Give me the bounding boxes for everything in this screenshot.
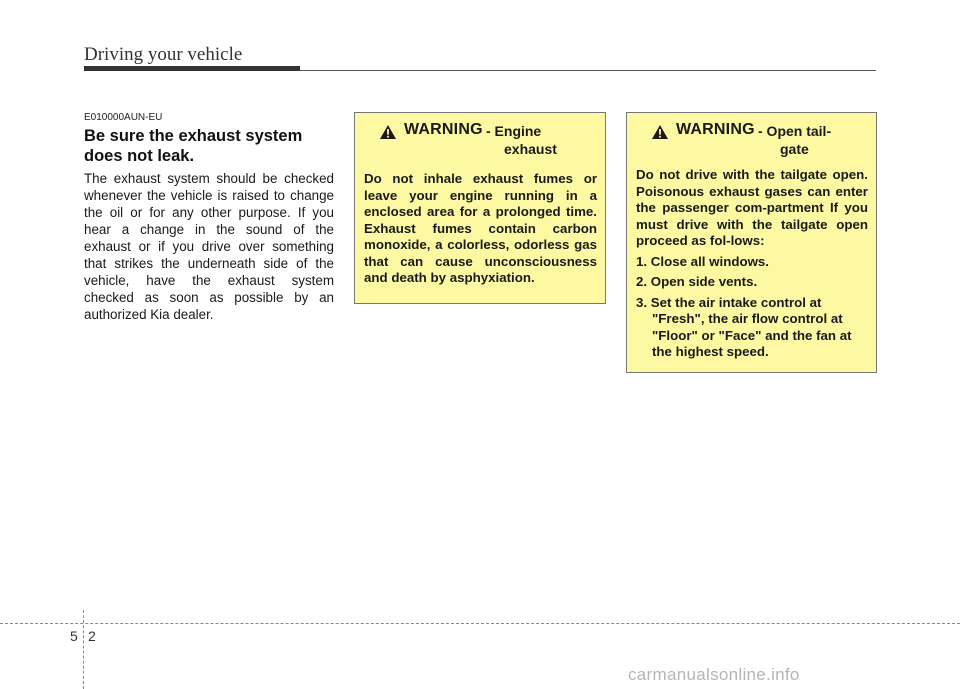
page-chapter-number: 5 [70,628,78,644]
header-title: Driving your vehicle [84,44,243,65]
footer-vertical-rule [83,610,84,689]
warning-topic-line1: - Open tail- [758,123,832,139]
warning-triangle-icon [651,124,669,140]
warning-triangle-icon [379,124,397,140]
warning-topic-line2: gate [780,141,809,157]
warning-topic-line1: - Engine [486,123,542,139]
warning-step: 3. Set the air intake control at "Fresh", the air flow control at "Floor" or "Face" and the fan at the highest speed. [636,294,852,359]
warning-step: 2. Open side vents. [636,274,758,289]
watermark: carmanualsonline.info [628,665,800,684]
warning-label: WARNING [404,121,483,138]
section-code: E010000AUN-EU [84,112,163,123]
warning-body: Do not drive with the tailgate open. Poisonous exhaust gases can enter the passenger com-partment If you must drive with the tailgate open proceed as fol-lows: [636,167,868,248]
header-rule-thick [84,66,300,71]
warning-body: Do not inhale exhaust fumes or leave your engine running in a enclosed area for a prolonged time. Exhaust fumes contain carbon monoxide, a colorless, odorless gas that can cause unconsciousness and death by asphyxiation. [364,171,597,285]
warning-title [364,121,597,161]
section-body: The exhaust system should be checked whenever the vehicle is raised to change the oil or for any other purpose. If you hear a change in the sound of the exhaust or if you drive over something that strikes the underneath side of the vehicle, have the exhaust system checked as soon as possible by an authorized Kia dealer. [84,171,334,322]
footer-rule [0,623,960,624]
warning-title [636,121,868,161]
warning-step: 1. Close all windows. [636,253,770,269]
page-number: 2 [88,628,96,644]
warning-box-open-tailgate [626,112,877,373]
section-heading: Be sure the exhaust system does not leak. [84,127,303,165]
warning-steps-list [636,254,868,361]
warning-topic-line2: exhaust [504,141,557,157]
warning-box-engine-exhaust [354,112,606,304]
warning-label: WARNING [676,121,755,138]
header-rule-thin [300,70,876,71]
